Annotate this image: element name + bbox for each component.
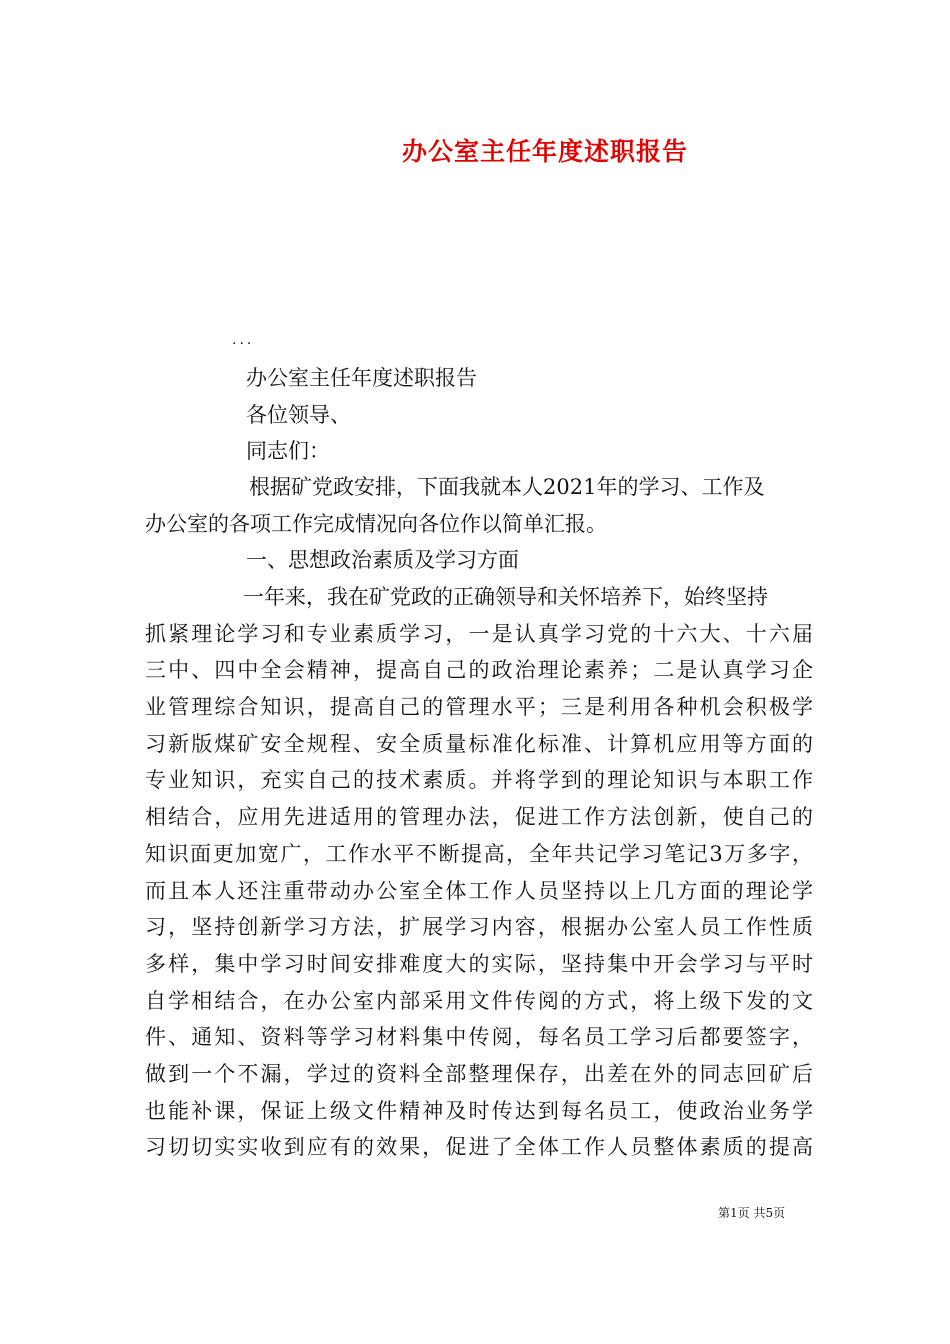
body-line: 抓紧理论学习和专业素质学习，一是认真学习党的十六大、十六届 (145, 621, 813, 646)
body-line: 相结合，应用先进适用的管理办法，促进工作方法创新，使自己的 (145, 805, 813, 830)
body-line: 多样，集中学习时间安排难度大的实际，坚持集中开会学习与平时 (145, 951, 813, 976)
ellipsis-marker: ... (232, 332, 255, 348)
body-line: 业管理综合知识，提高自己的管理水平；三是利用各种机会积极学 (145, 695, 813, 720)
body-line: 做到一个不漏，学过的资料全部整理保存，出差在外的同志回矿后 (145, 1061, 813, 1086)
body-line: 也能补课，保证上级文件精神及时传达到每名员工，使政治业务学 (145, 1098, 813, 1123)
document-title: 办公室主任年度述职报告 (401, 137, 688, 166)
body-line: 件、通知、资料等学习材料集中传阅，每名员工学习后都要签字， (145, 1025, 813, 1050)
body-paragraph (145, 579, 813, 1166)
body-line: 习，坚持创新学习方法，扩展学习内容，根据办公室人员工作性质 (145, 915, 813, 940)
subtitle: 办公室主任年度述职报告 (246, 366, 477, 390)
page-number-footer: 第1页 共5页 (718, 1206, 786, 1220)
body-line: 习新版煤矿安全规程、安全质量标准化标准、计算机应用等方面的 (145, 731, 813, 756)
body-line: 自学相结合，在办公室内部采用文件传阅的方式，将上级下发的文 (145, 988, 813, 1013)
salutation-leaders: 各位领导、 (246, 403, 351, 427)
body-line: 习切切实实收到应有的效果，促进了全体工作人员整体素质的提高 (145, 1135, 813, 1160)
salutation-comrades: 同志们： (246, 439, 330, 463)
intro-line-1: 根据矿党政安排，下面我就本人2021年的学习、工作及 (249, 475, 765, 499)
intro-line-2: 办公室的各项工作完成情况向各位作以简单汇报。 (145, 512, 607, 536)
body-line: 一年来，我在矿党政的正确领导和关怀培养下，始终坚持 (243, 585, 768, 609)
section-heading: 一、思想政治素质及学习方面 (246, 548, 519, 572)
body-line: 专业知识，充实自己的技术素质。并将学到的理论知识与本职工作 (145, 768, 813, 793)
body-line: 知识面更加宽广，工作水平不断提高，全年共记学习笔记3万多字， (145, 841, 813, 866)
body-line: 而且本人还注重带动办公室全体工作人员坚持以上几方面的理论学 (145, 878, 813, 903)
body-line: 三中、四中全会精神，提高自己的政治理论素养；二是认真学习企 (145, 658, 813, 683)
